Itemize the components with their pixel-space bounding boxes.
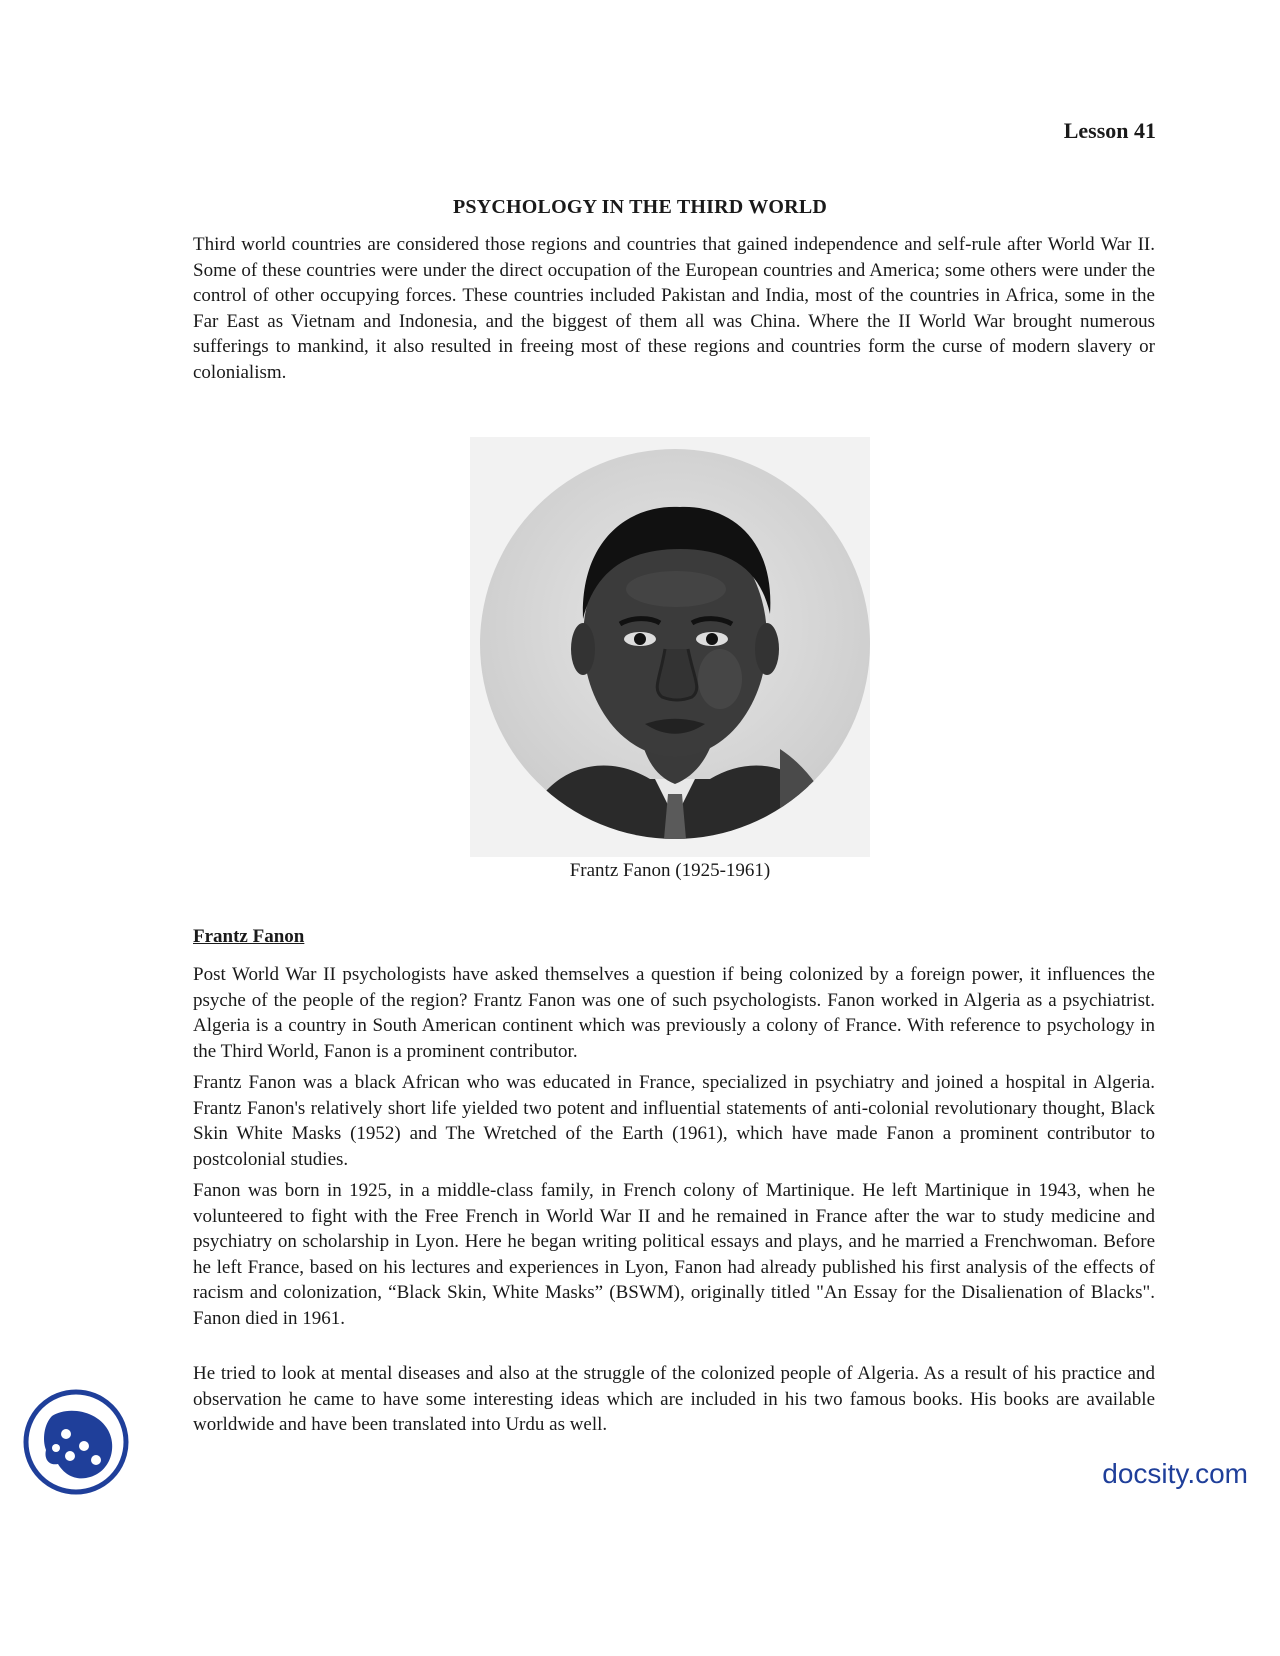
- page-title: PSYCHOLOGY IN THE THIRD WORLD: [452, 196, 828, 218]
- lesson-number: Lesson 41: [1063, 118, 1156, 143]
- portrait-caption: Frantz Fanon (1925-1961): [569, 860, 771, 881]
- intro-paragraph: Third world countries are considered those regions and countries that gained independence and self-rule after World War II. Some of these countries were under the direct occupation of the European countries and America; some others were under the control of other occupying forces. These countries included Pakistan and India, most of the countries in Africa, some in the Far East as Vietnam and Indonesia, and the biggest of them all was China. Where the II World War brought numerous sufferings to mankind, it also resulted in freeing most of these regions and countries form the curse of modern slavery or colonialism.: [193, 234, 1155, 383]
- docsity-logo-icon[interactable]: [22, 1388, 130, 1496]
- section-paragraph: He tried to look at mental diseases and also at the struggle of the colonized people of Algeria. As a result of his practice and observation he came to have some interesting ideas which are included in his two famous books. His books are available worldwide and have been translated into Urdu as well.: [193, 1363, 1155, 1436]
- docsity-brand-link[interactable]: docsity.com: [1102, 1458, 1248, 1489]
- section-heading: Frantz Fanon: [193, 926, 305, 947]
- section-paragraph: Frantz Fanon was a black African who was educated in France, specialized in psychiatry and joined a hospital in Algeria. Frantz Fanon's relatively short life yielded two potent and influential statements of anti-colonial revolutionary thought, Black Skin White Masks (1952) and The Wretched of the Earth (1961), which have made Fanon a prominent contributor to postcolonial studies.: [193, 1072, 1155, 1170]
- section-paragraph: Fanon was born in 1925, in a middle-class family, in French colony of Martinique. He left Martinique in 1943, when he volunteered to fight with the Free French in World War II and he remained in France after the war to study medicine and psychiatry on scholarship in Lyon. Here he began writing political essays and plays, and he married a Frenchwoman. Before he left France, based on his lectures and experiences in Lyon, Fanon had already published his first analysis of the effects of racism and colonization, “Black Skin, White Masks” (BSWM), originally titled "An Essay for the Disalienation of Blacks". Fanon died in 1961.: [193, 1180, 1155, 1329]
- portrait-frame: [470, 437, 870, 857]
- portrait-illustration: [480, 449, 870, 839]
- section-paragraph: Post World War II psychologists have asked themselves a question if being colonized by a foreign power, it influences the psyche of the people of the region? Frantz Fanon was one of such psychologists. Fanon worked in Algeria as a psychiatrist. Algeria is a country in South American continent which was previously a colony of France. With reference to psychology in the Third World, Fanon is a prominent contributor.: [193, 964, 1155, 1062]
- portrait-photo: [480, 449, 870, 839]
